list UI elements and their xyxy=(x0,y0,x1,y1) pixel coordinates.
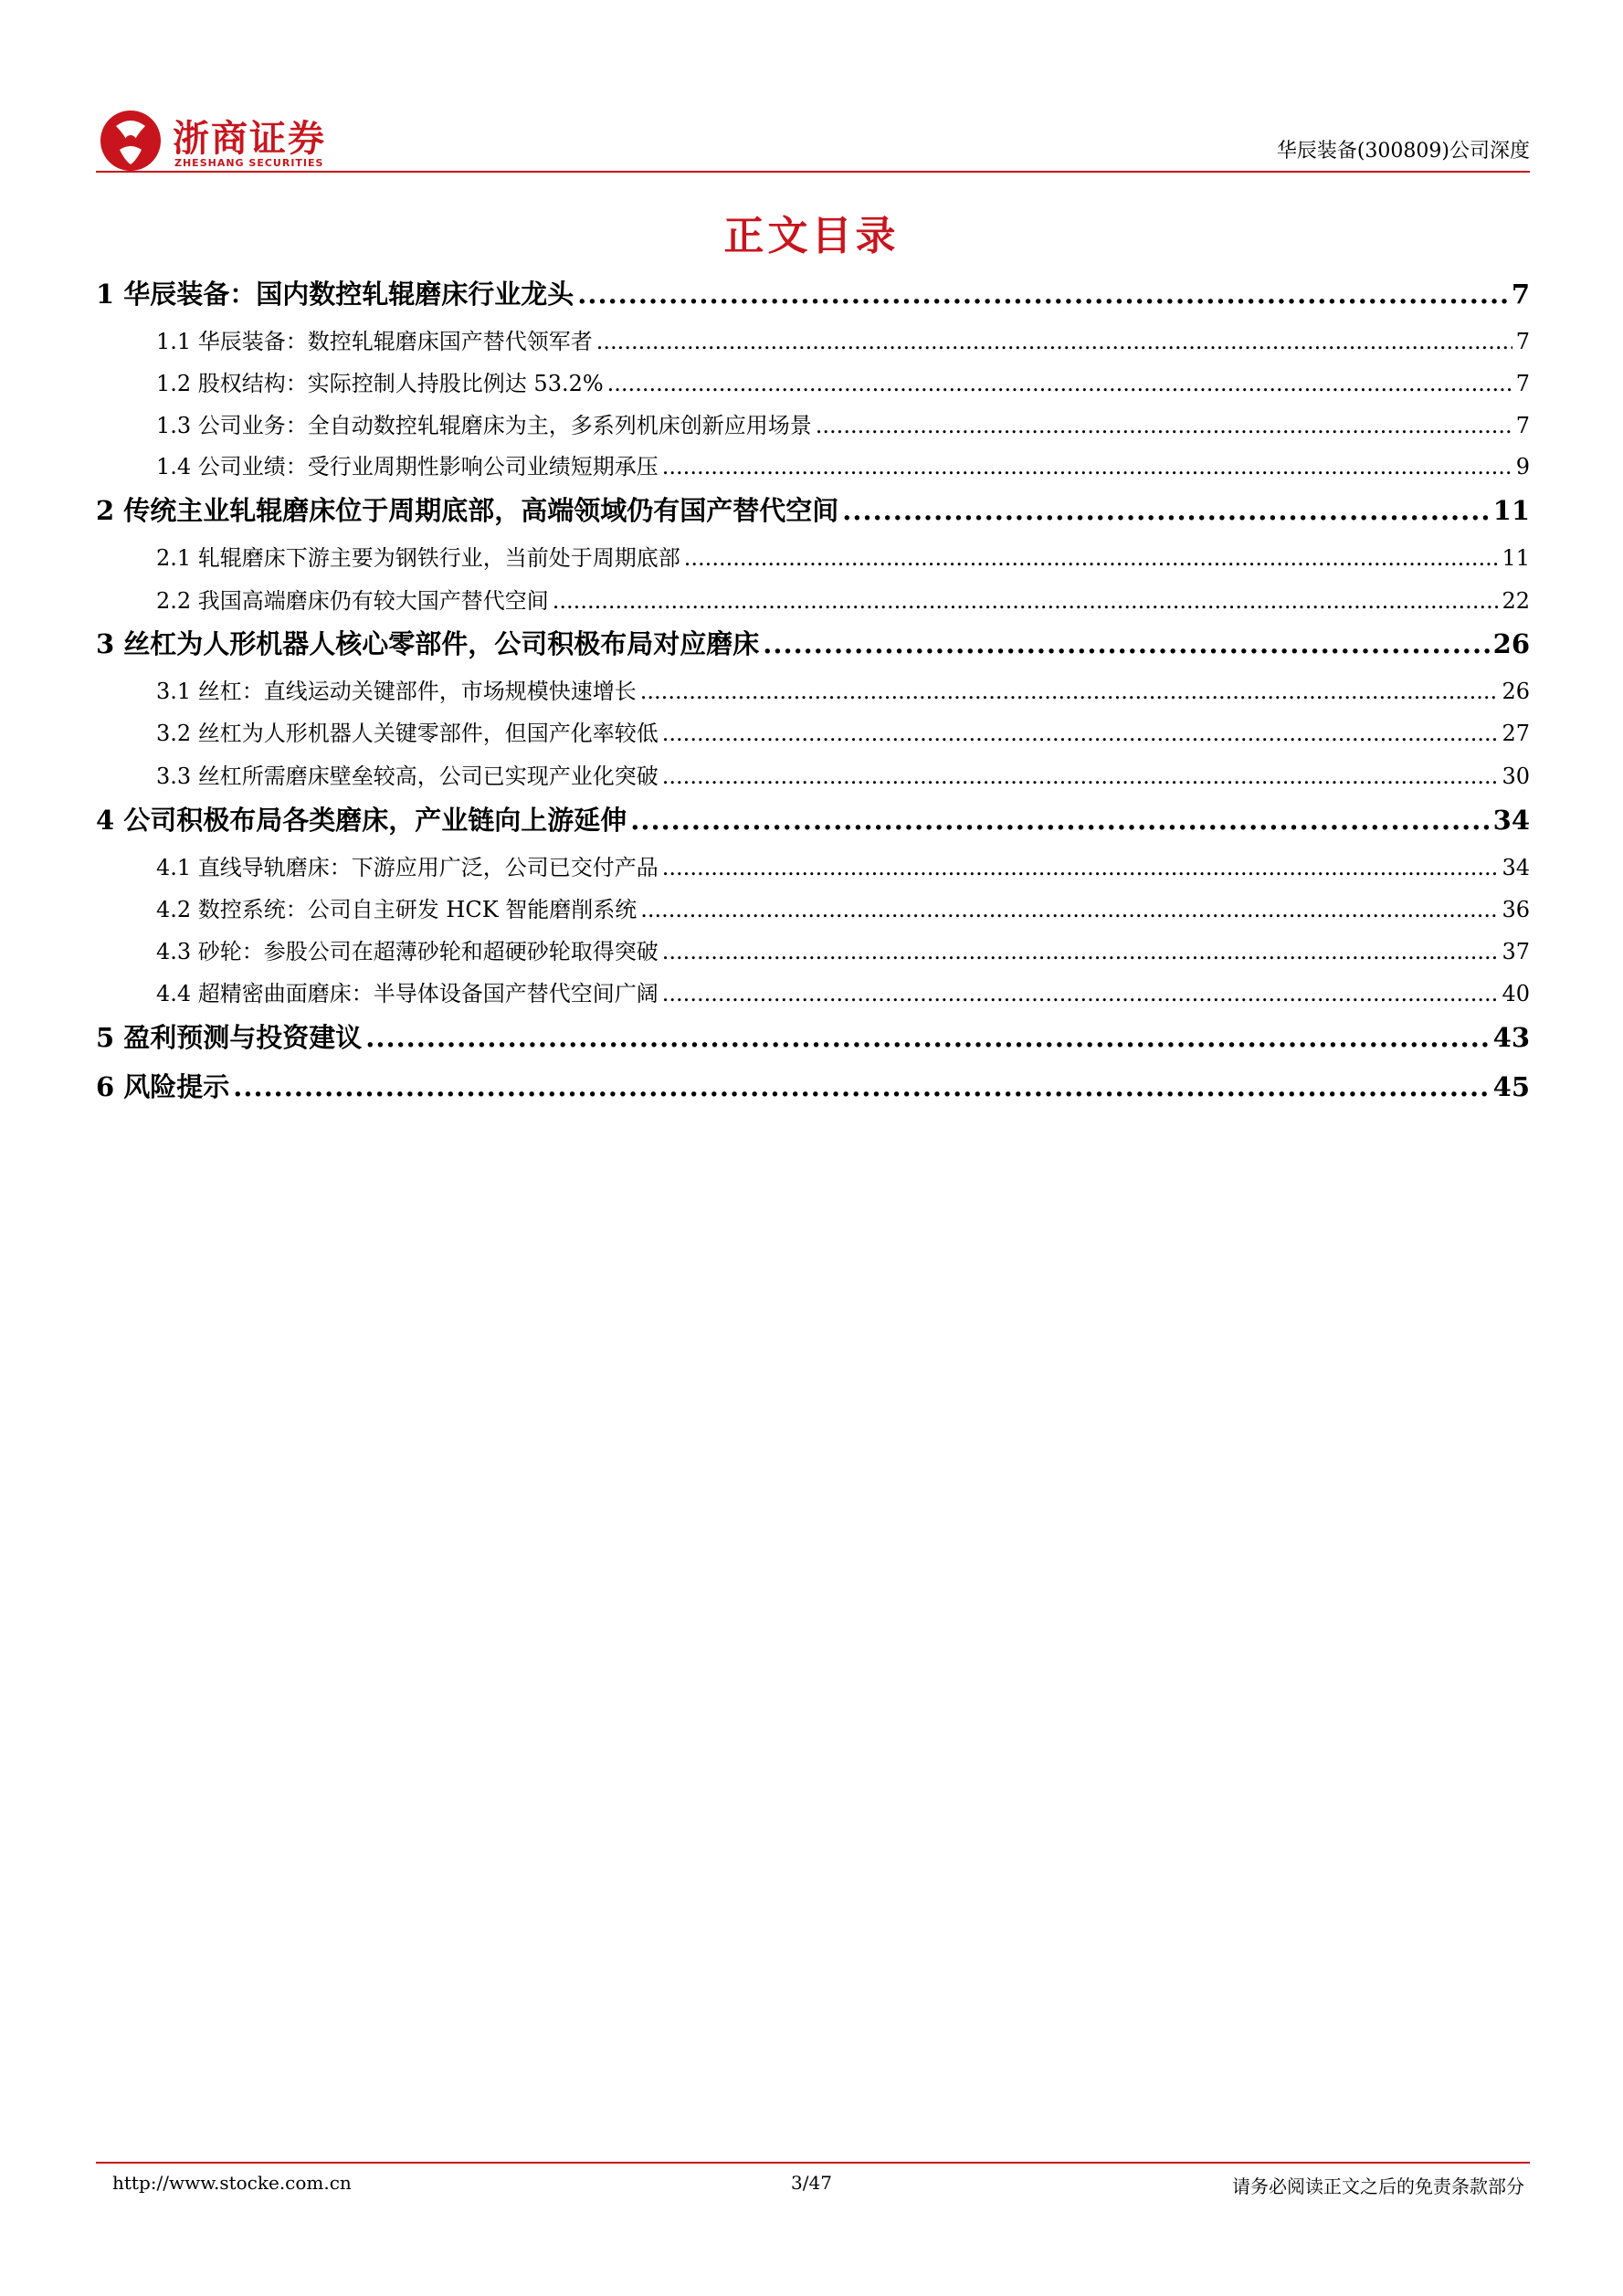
toc-entry-label: 1.3 公司业务：全自动数控轧辊磨床为主，多系列机床创新应用场景 xyxy=(156,413,812,438)
toc-leader-dots xyxy=(577,279,1508,310)
toc-entry-page: 22 xyxy=(1502,588,1530,614)
toc-entry-label: 4.3 砂轮：参股公司在超薄砂轮和超硬砂轮取得突破 xyxy=(156,939,659,964)
toc-entry[interactable] xyxy=(156,365,1530,397)
toc-entry[interactable] xyxy=(96,624,1530,661)
toc-entry[interactable] xyxy=(96,274,1530,311)
toc-leader-dots xyxy=(662,855,1499,880)
toc-entry-page: 9 xyxy=(1515,454,1530,479)
toc-entry[interactable] xyxy=(156,891,1530,923)
toc-entry-label: 3.2 丝杠为人形机器人关键零部件，但国产化率较低 xyxy=(156,721,659,746)
toc-entry-page: 36 xyxy=(1502,897,1530,922)
toc-leader-dots xyxy=(607,371,1512,396)
toc-entry-page: 34 xyxy=(1492,805,1530,836)
toc-entry-page: 7 xyxy=(1515,371,1530,396)
toc-entry-label: 2 传统主业轧辊磨床位于周期底部，高端领域仍有国产替代空间 xyxy=(96,495,839,526)
toc-leader-dots xyxy=(640,897,1498,922)
toc-entry-label: 2.2 我国高端磨床仍有较大国产替代空间 xyxy=(156,588,549,614)
toc-entry[interactable] xyxy=(156,407,1530,439)
toc-entry[interactable] xyxy=(156,975,1530,1007)
toc-leader-dots xyxy=(842,495,1489,526)
toc-entry[interactable] xyxy=(96,1067,1530,1104)
toc-entry-label: 4 公司积极布局各类磨床，产业链向上游延伸 xyxy=(96,805,627,836)
toc-entry[interactable] xyxy=(156,933,1530,965)
toc-leader-dots xyxy=(684,545,1499,571)
toc-leader-dots xyxy=(630,805,1489,836)
page-header xyxy=(96,102,1530,175)
toc-leader-dots xyxy=(233,1071,1489,1102)
toc-entry-label: 2.1 轧辊磨床下游主要为钢铁行业，当前处于周期底部 xyxy=(156,545,680,571)
toc-leader-dots xyxy=(662,721,1499,746)
toc-entry[interactable] xyxy=(96,1017,1530,1055)
toc-entry[interactable] xyxy=(156,448,1530,480)
toc-entry[interactable] xyxy=(156,758,1530,790)
toc-entry-label: 3.1 丝杠：直线运动关键部件，市场规模快速增长 xyxy=(156,679,637,704)
brand-logo xyxy=(96,102,352,175)
toc-entry-page: 30 xyxy=(1502,764,1530,789)
toc-leader-dots xyxy=(596,329,1512,354)
toc-entry-page: 11 xyxy=(1502,545,1530,571)
toc-entry-label: 4.4 超精密曲面磨床：半导体设备国产替代空间广阔 xyxy=(156,981,659,1006)
toc-entry-page: 7 xyxy=(1515,329,1530,354)
toc-entry-label: 1.1 华辰装备：数控轧辊磨床国产替代领军者 xyxy=(156,329,593,354)
toc-entry-label: 3.3 丝杠所需磨床壁垒较高，公司已实现产业化突破 xyxy=(156,764,659,789)
toc-leader-dots xyxy=(763,628,1489,659)
toc-leader-dots xyxy=(662,454,1512,479)
toc-leader-dots xyxy=(662,981,1499,1006)
toc-leader-dots xyxy=(365,1022,1489,1053)
page-number: 3/47 xyxy=(791,2172,832,2194)
toc-entry[interactable] xyxy=(156,583,1530,615)
toc-leader-dots xyxy=(553,588,1499,614)
toc-entry-page: 43 xyxy=(1492,1022,1530,1053)
document-title: 华辰装备(300809)公司深度 xyxy=(1276,140,1530,163)
header-divider xyxy=(96,171,1530,173)
toc-entry-page: 7 xyxy=(1511,279,1530,310)
toc-heading: 正文目录 xyxy=(723,213,900,259)
footer-disclaimer: 请务必阅读正文之后的免责条款部分 xyxy=(1232,2175,1524,2197)
brand-name-en: ZHESHANG SECURITIES xyxy=(174,157,324,169)
toc-entry[interactable] xyxy=(156,715,1530,747)
toc-entry-label: 1.4 公司业绩：受行业周期性影响公司业绩短期承压 xyxy=(156,454,659,479)
toc-leader-dots xyxy=(816,413,1512,438)
toc-entry-label: 3 丝杠为人形机器人核心零部件，公司积极布局对应磨床 xyxy=(96,628,760,659)
toc-entry-label: 1 华辰装备：国内数控轧辊磨床行业龙头 xyxy=(96,279,574,310)
toc-entry-label: 5 盈利预测与投资建议 xyxy=(96,1022,363,1053)
toc-entry-page: 40 xyxy=(1502,981,1530,1006)
toc-entry[interactable] xyxy=(156,323,1530,355)
toc-entry-label: 4.1 直线导轨磨床：下游应用广泛，公司已交付产品 xyxy=(156,855,659,880)
toc-entry-page: 37 xyxy=(1502,939,1530,964)
toc-entry-page: 27 xyxy=(1502,721,1530,746)
toc-entry[interactable] xyxy=(96,490,1530,528)
toc-entry[interactable] xyxy=(156,540,1530,572)
toc-entry-page: 26 xyxy=(1492,628,1530,659)
toc-entry-page: 7 xyxy=(1515,413,1530,438)
toc-entry-label: 1.2 股权结构：实际控制人持股比例达 53.2% xyxy=(156,371,604,396)
footer-url[interactable]: http://www.stocke.com.cn xyxy=(112,2172,352,2194)
toc-entry-page: 34 xyxy=(1502,855,1530,880)
toc-leader-dots xyxy=(640,679,1499,704)
brand-logo-icon xyxy=(96,108,165,174)
toc-entry-page: 45 xyxy=(1492,1071,1530,1102)
toc-entry-label: 4.2 数控系统：公司自主研发 HCK 智能磨削系统 xyxy=(156,897,638,922)
toc-leader-dots xyxy=(662,939,1499,964)
toc-entry[interactable] xyxy=(156,673,1530,705)
toc-entry[interactable] xyxy=(156,849,1530,881)
toc-entry-page: 11 xyxy=(1492,495,1530,526)
toc-leader-dots xyxy=(662,764,1499,789)
toc-entry-label: 6 风险提示 xyxy=(96,1071,230,1102)
footer-divider xyxy=(96,2162,1530,2164)
toc-entry-page: 26 xyxy=(1502,679,1530,704)
toc-entry[interactable] xyxy=(96,800,1530,837)
brand-name-cn: 浙商证券 xyxy=(173,118,326,160)
